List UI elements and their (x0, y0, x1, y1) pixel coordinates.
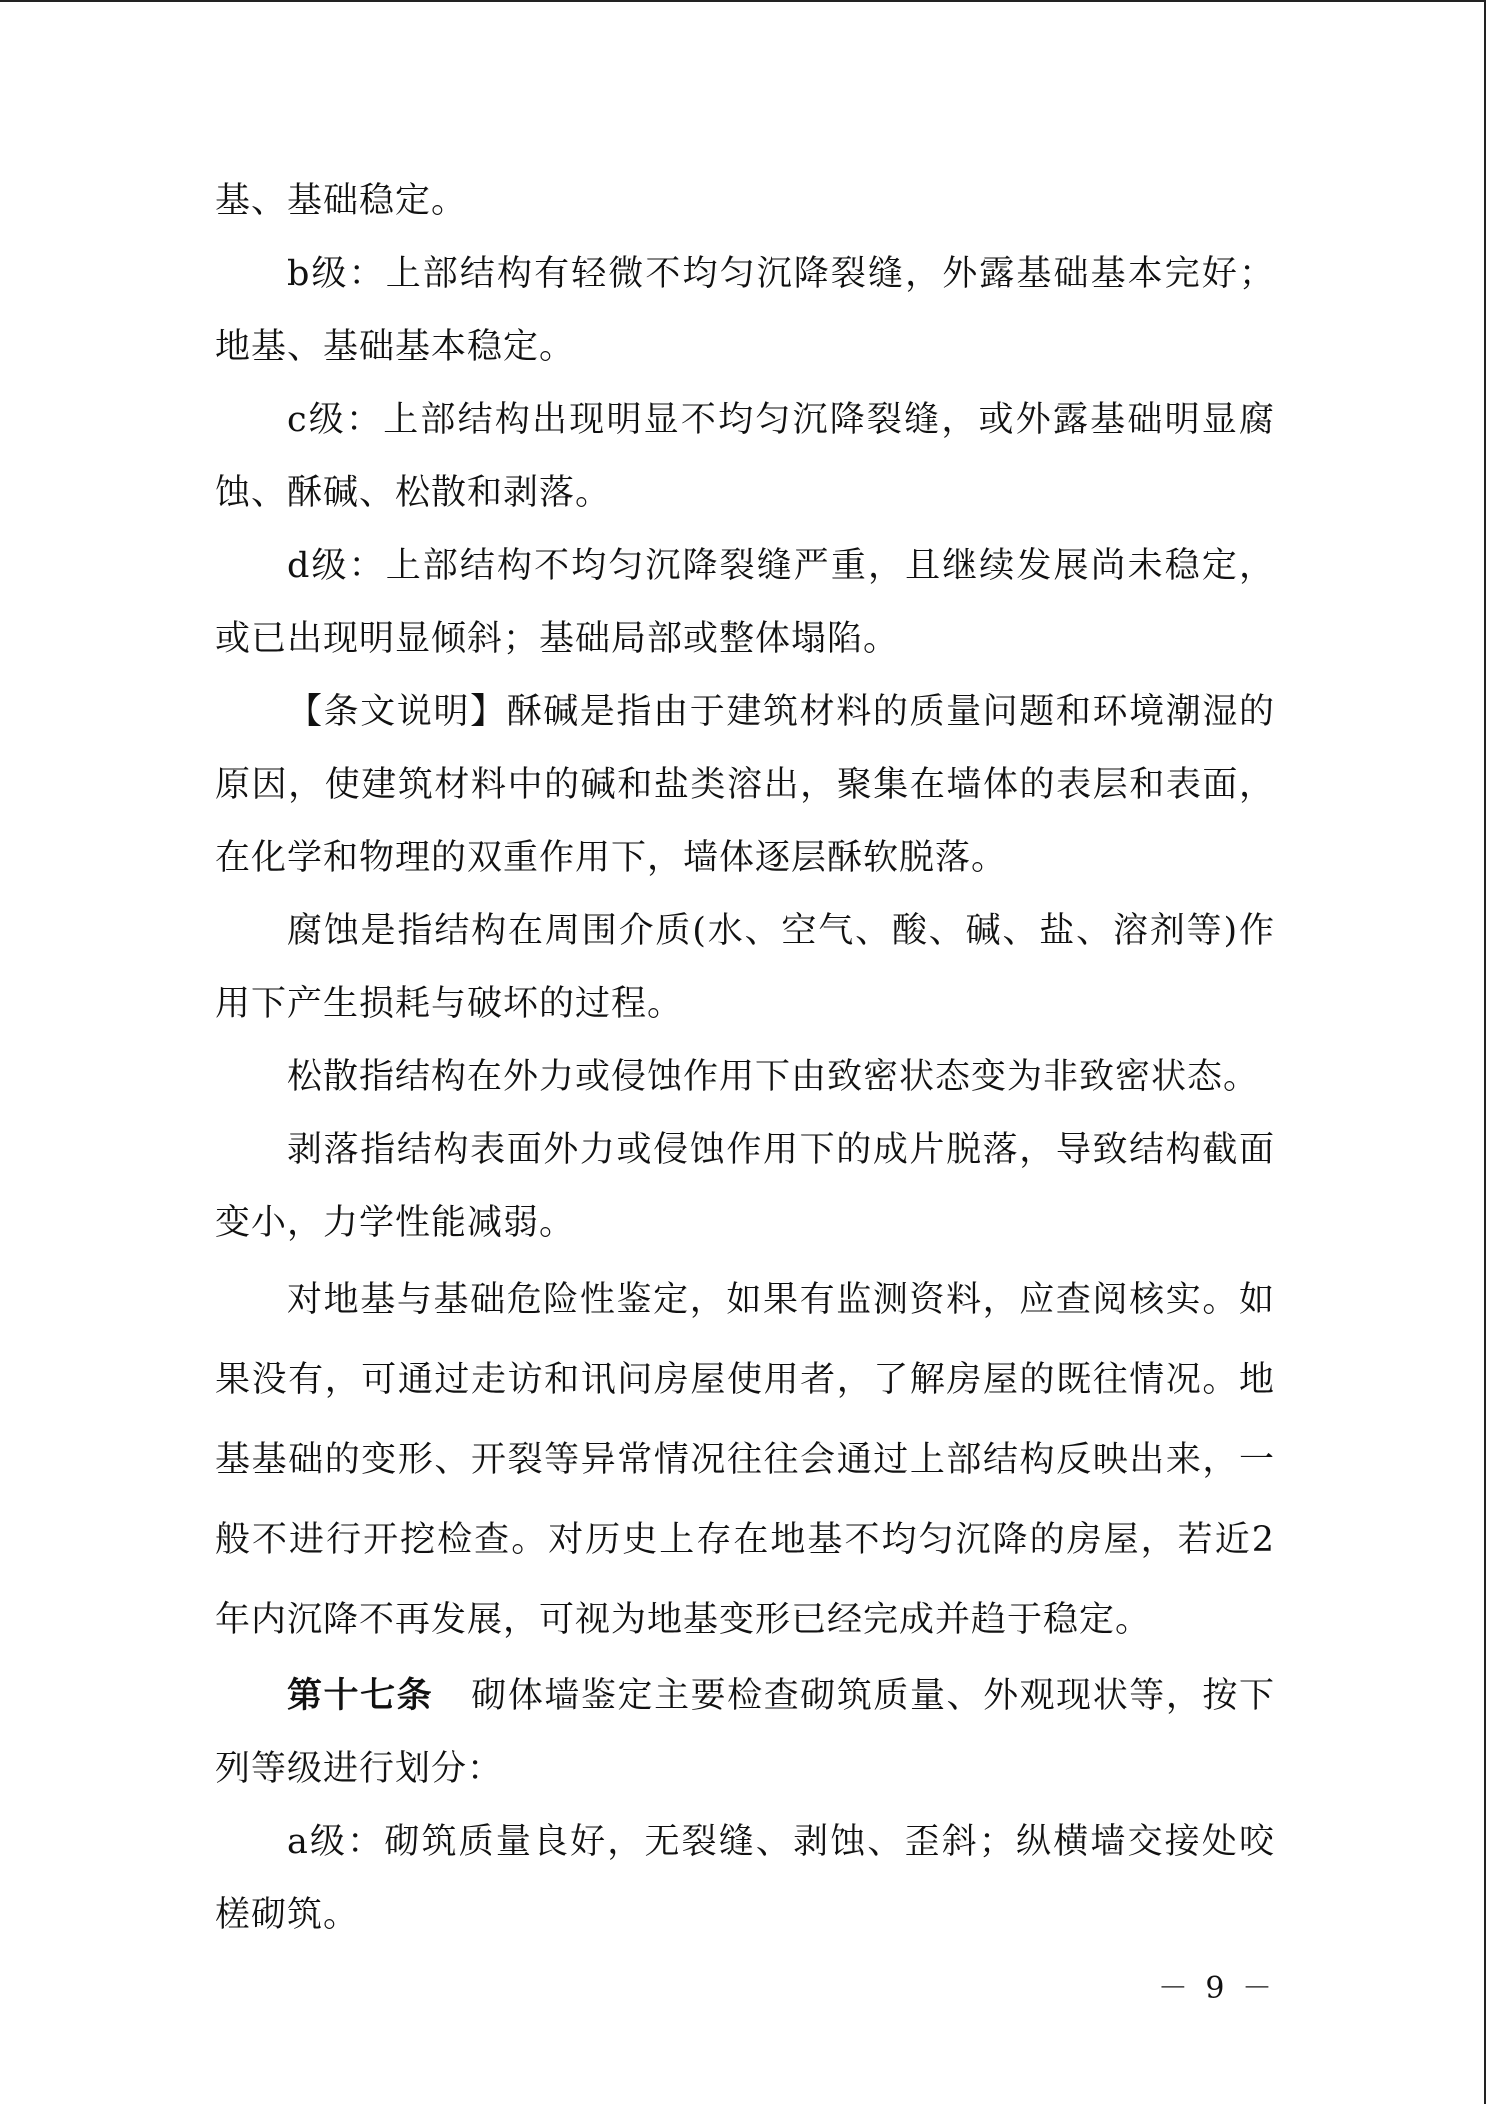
paragraph-grade-a-masonry: a级：砌筑质量良好，无裂缝、剥蚀、歪斜；纵横墙交接处咬槎砌筑。 (215, 1822, 1275, 1935)
paragraph-grade-b: b级：上部结构有轻微不均匀沉降裂缝，外露基础基本完好；地基、基础基本稳定。 (215, 254, 1275, 367)
paragraph-foundation-inspection: 对地基与基础危险性鉴定，如果有监测资料，应查阅核实。如果没有，可通过走访和讯问房屋使用者，了解房屋的既往情况。地基基础的变形、开裂等异常情况往往会通过上部结构反映出来，一般不进行开挖检查。对历史上存在地基不均匀沉降的房屋，若近2年内沉降不再发展，可视为地基变形已经完成并趋于稳定。 (215, 1280, 1275, 1640)
paragraph-article-17 (215, 1660, 1275, 1806)
article-17-text: 砌体墙鉴定主要检查砌筑质量、外观现状等，按下列等级进行划分： (215, 1676, 1275, 1789)
paragraph-explanation-efflorescence: 【条文说明】酥碱是指由于建筑材料的质量问题和环境潮湿的原因，使建筑材料中的碱和盐类溶出，聚集在墙体的表层和表面，在化学和物理的双重作用下，墙体逐层酥软脱落。 (215, 692, 1275, 878)
document-body (215, 165, 1275, 1952)
paragraph-loose-definition: 松散指结构在外力或侵蚀作用下由致密状态变为非致密状态。 (287, 1057, 1260, 1097)
page-number: － 9 － (1157, 1971, 1276, 2006)
article-label: 第十七条 (287, 1676, 434, 1716)
paragraph-spalling-definition: 剥落指结构表面外力或侵蚀作用下的成片脱落，导致结构截面变小，力学性能减弱。 (215, 1130, 1275, 1243)
paragraph-corrosion-definition: 腐蚀是指结构在周围介质(水、空气、酸、碱、盐、溶剂等)作用下产生损耗与破坏的过程。 (215, 911, 1275, 1024)
paragraph-grade-c: c级：上部结构出现明显不均匀沉降裂缝，或外露基础明显腐蚀、酥碱、松散和剥落。 (215, 400, 1275, 513)
paragraph-grade-d: d级：上部结构不均匀沉降裂缝严重，且继续发展尚未稳定，或已出现明显倾斜；基础局部或整体塌陷。 (215, 546, 1275, 659)
paragraph-foundation-stable: 基、基础稳定。 (215, 181, 468, 221)
